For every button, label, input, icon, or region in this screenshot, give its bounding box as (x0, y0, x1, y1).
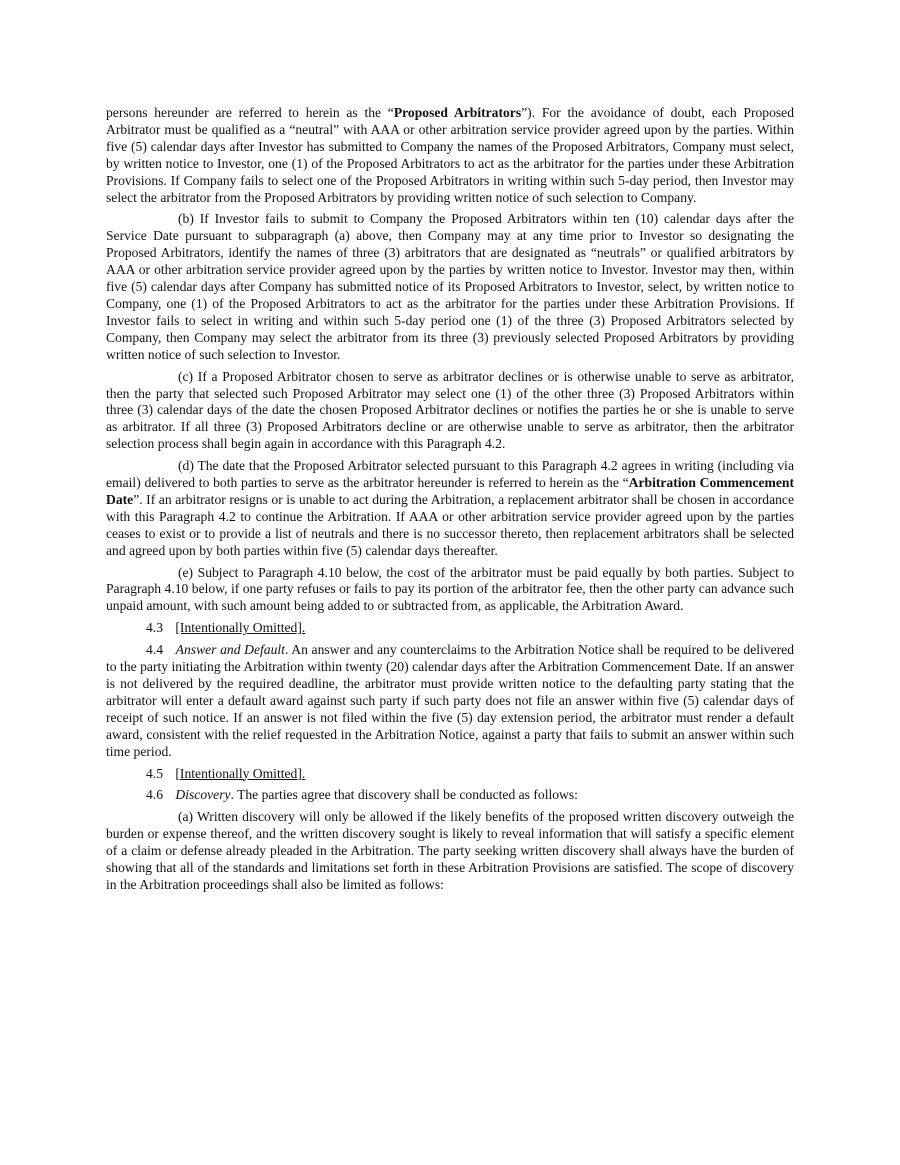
section-4-5 (106, 766, 794, 783)
section-number: 4.3 (146, 620, 163, 636)
defined-term-proposed-arbitrators: Proposed Arbitrators (393, 105, 522, 120)
text-fragment: (d) The date that the Proposed Arbitrator selected pursuant to this Paragraph 4.2 agrees in writing (including via email) delivered to both parties to serve as the arbitrator hereunder is referred to herein as the “ (106, 458, 794, 491)
section-text: . The parties agree that discovery shall be conducted as follows: (230, 787, 578, 803)
paragraph-proposed-arbitrators (106, 105, 794, 206)
paragraph-d (106, 458, 794, 559)
paragraph-4-6-a: (a) Written discovery will only be allowed if the likely benefits of the proposed written discovery outweigh the burden or expense thereof, and the written discovery sought is likely to reveal information that will satisfy a specific element of a claim or defense already pleaded in the Arbitration. The party seeking written discovery shall always have the burden of showing that all of the standards and limitations set forth in these Arbitration Provisions are satisfied. The scope of discovery in the Arbitration proceedings shall also be limited as follows: (106, 809, 794, 892)
paragraph-b: (b) If Investor fails to submit to Company the Proposed Arbitrators within ten (10) calendar days after the Service Date pursuant to subparagraph (a) above, then Company may at any time prior to Investor so designating the Proposed Arbitrators, identify the names of three (3) arbitrators that are designated as “neutrals” or qualified arbitrators by AAA or other arbitration service provider agreed upon by the parties by written notice to Investor. Investor may then, within five (5) calendar days after Company has submitted notice of its Proposed Arbitrators to Investor, select, by written notice to Company, one (1) of the Proposed Arbitrators to act as the arbitrator for the parties under these Arbitration Provisions. If Investor fails to select in writing and within such 5-day period one (1) of the three (3) Proposed Arbitrators selected by Company, then Company may select the arbitrator from its three (3) previously selected Proposed Arbitrators by providing written notice of such selection to Investor. (106, 211, 794, 362)
paragraph-e: (e) Subject to Paragraph 4.10 below, the cost of the arbitrator must be paid equally by both parties. Subject to Paragraph 4.10 below, if one party refuses or fails to pay its portion of the arbitrator fee, then the other party can advance such unpaid amount, with such amount being added to or subtracted from, as applicable, the Arbitration Award. (106, 564, 794, 614)
text-fragment: ”. If an arbitrator resigns or is unable to act during the Arbitration, a replacement arbitrator shall be chosen in accordance with this Paragraph 4.2 to continue the Arbitration. If AAA or other arbitration service provider agreed upon by the parties ceases to exist or to provide a list of neutrals and there is no successor thereto, then replacement arbitrators shall be selected and agreed upon by both parties within five (5) calendar days thereafter. (106, 491, 794, 558)
section-number: 4.5 (146, 765, 163, 781)
section-title: Answer and Default (175, 642, 285, 658)
section-title: Discovery (175, 787, 231, 803)
text-fragment: persons hereunder are referred to herein as the “ (106, 105, 394, 120)
defined-term-arbitration-commencement-date: Arbitration Commencement Date (106, 475, 794, 507)
section-4-6 (106, 787, 794, 804)
section-number: 4.4 (146, 642, 163, 658)
section-text: [Intentionally Omitted]. (175, 620, 306, 636)
section-4-4 (106, 642, 794, 760)
section-text: . An answer and any counterclaims to the Arbitration Notice shall be required to be delivered to the party initiating the Arbitration within twenty (20) calendar days after the Arbitration Commencement Date. If an answer is not delivered by the required deadline, the arbitrator must provide written notice to the defaulting party stating that the arbitrator will enter a default award against such party if such party does not file an answer within five (5) calendar days of receipt of such notice. If an answer is not filed within the five (5) day extension period, the arbitrator must render a default award, consistent with the relief requested in the Arbitration Notice, against a party that fails to submit an answer within such time period. (106, 642, 794, 759)
section-4-3 (106, 620, 794, 637)
section-text: [Intentionally Omitted]. (175, 765, 306, 781)
text-fragment: ”). For the avoidance of doubt, each Proposed Arbitrator must be qualified as a “neutral” with AAA or other arbitration service provider agreed upon by the parties. Within five (5) calendar days after Investor has submitted to Company the names of the Proposed Arbitrators, Company must select, by written notice to Investor, one (1) of the Proposed Arbitrators to act as the arbitrator for the parties under these Arbitration Provisions. If Company fails to select one of the Proposed Arbitrators in writing within such 5-day period, then Investor may select the arbitrator from the Proposed Arbitrators by providing written notice of such selection to Company. (106, 105, 794, 205)
paragraph-c: (c) If a Proposed Arbitrator chosen to serve as arbitrator declines or is otherwise unable to serve as arbitrator, then the party that selected such Proposed Arbitrator may select one (1) of the other three (3) Proposed Arbitrators within three (3) calendar days of the date the chosen Proposed Arbitrator declines or notifies the parties he or she is unable to serve as arbitrator. If all three (3) Proposed Arbitrators decline or are otherwise unable to serve as arbitrator, then the arbitrator selection process shall begin again in accordance with this Paragraph 4.2. (106, 368, 794, 452)
section-number: 4.6 (146, 787, 163, 803)
document-page (106, 105, 794, 899)
